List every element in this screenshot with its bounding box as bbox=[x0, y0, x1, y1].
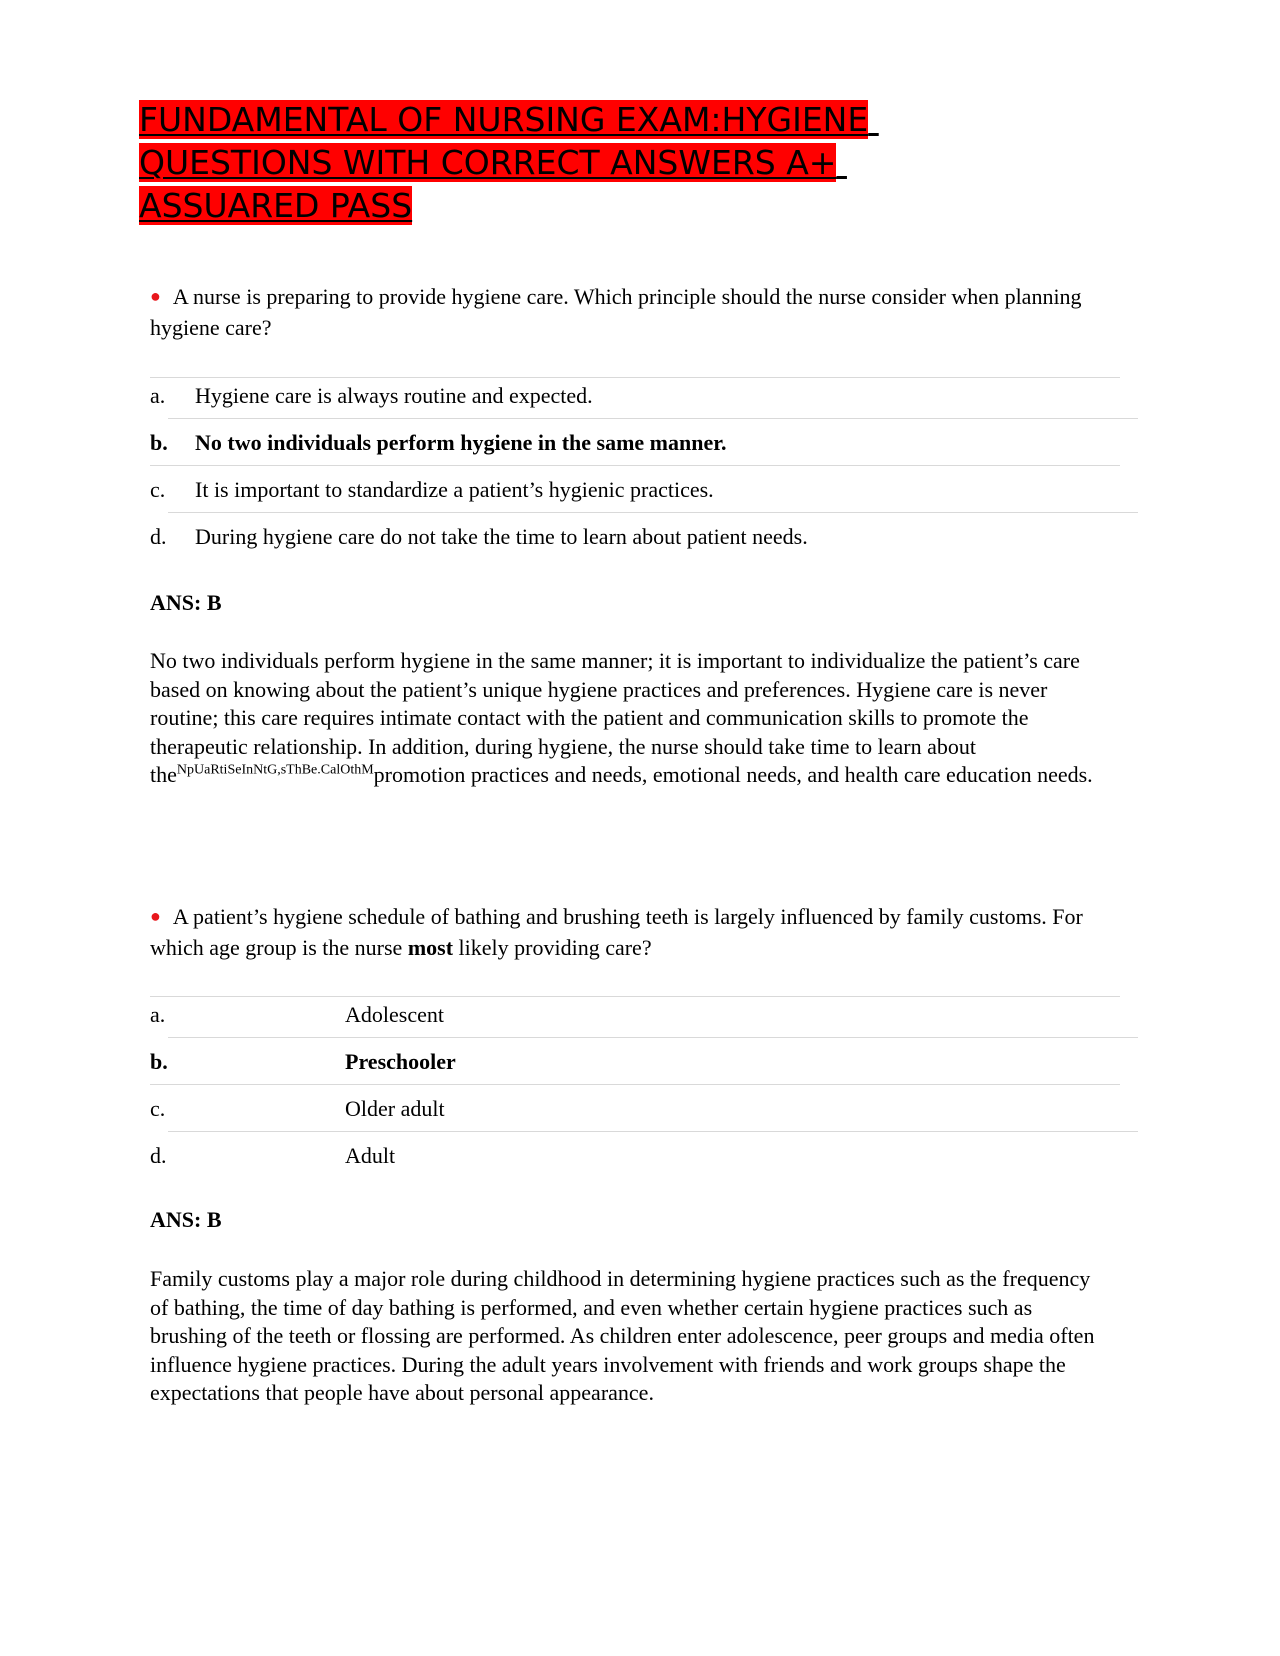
option-c: c. Older adult bbox=[150, 1096, 445, 1121]
option-d: d. Adult bbox=[150, 1143, 396, 1168]
title-line-2: QUESTIONS WITH CORRECT ANSWERS A+ bbox=[139, 143, 837, 182]
explanation-1: No two individuals perform hygiene in the same manner; it is important to individualize the patient’s care based on knowing about the patient’s unique hygiene practices and preferences. Hygiene care is never routine; this care requires intimate contact with the patient and communication skills to promote the therapeutic relationship. In addition, during hygiene, the nurse should take time to learn about the$^{NpUaRtiSeInNtG,sThBe.CalOthM}$promotion practices and needs, emotional needs, and health care education needs. bbox=[150, 648, 1093, 787]
title-line-3: ASSUARED PASS bbox=[139, 186, 413, 225]
question-1-stem: ● A nurse is preparing to provide hygiene care. Which principle should the nurse consider when planning hygiene care? bbox=[150, 284, 1082, 340]
explanation-2: Family customs play a major role during childhood in determining hygiene practices such as the frequency of bathing, the time of day bathing is performed, and even whether certain hygiene practices such as brushing of the teeth or flossing are performed. As children enter adolescence, peer groups and media often influence hygiene practices. During the adult years involvement with friends and work groups shape the expectations that people have about personal appearance. bbox=[150, 1266, 1095, 1405]
question-1-options bbox=[150, 373, 1140, 561]
bullet-icon: ● bbox=[150, 286, 161, 306]
question-2-options bbox=[150, 992, 1140, 1180]
option-b: b. Preschooler bbox=[150, 1049, 456, 1074]
option-a: a. Adolescent bbox=[150, 1002, 444, 1027]
answer-2: ANS: B bbox=[150, 1207, 222, 1232]
option-d: d. During hygiene care do not take the time to learn about patient needs. bbox=[150, 524, 808, 549]
option-c: c. It is important to standardize a patient’s hygienic practices. bbox=[150, 477, 714, 502]
answer-1: ANS: B bbox=[150, 590, 222, 615]
bullet-icon: ● bbox=[150, 906, 161, 926]
garbled-watermark-text: NpUaRtiSeInNtG,sThBe.CalOthM bbox=[176, 762, 374, 778]
question-2-stem: ● A patient’s hygiene schedule of bathing and brushing teeth is largely influenced by family customs. For which age group is the nurse most likely providing care? bbox=[150, 904, 1083, 960]
document-title bbox=[139, 98, 1039, 227]
title-line-1: FUNDAMENTAL OF NURSING EXAM:HYGIENE bbox=[139, 100, 869, 139]
option-b: b. No two individuals perform hygiene in the same manner. bbox=[150, 430, 727, 455]
option-a: a. Hygiene care is always routine and expected. bbox=[150, 383, 593, 408]
